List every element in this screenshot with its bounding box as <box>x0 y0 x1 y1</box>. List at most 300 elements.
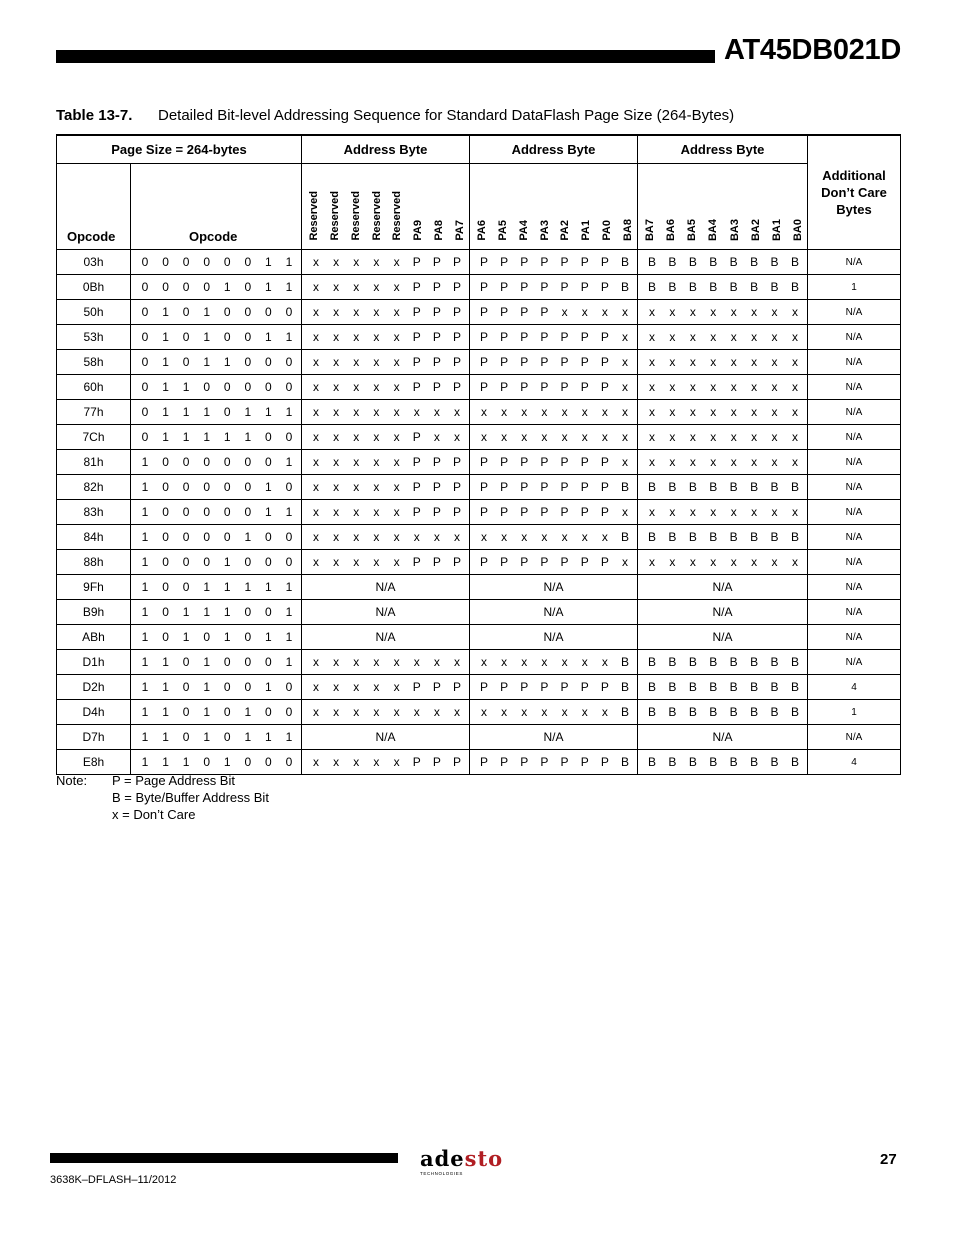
bit-value: 0 <box>182 455 190 469</box>
opcode-cell: 50h <box>57 300 131 325</box>
bit-value: x <box>481 705 487 719</box>
address-byte-1-cell <box>302 650 470 675</box>
bit-label: BA1 <box>770 218 783 241</box>
bit-value: x <box>689 355 696 369</box>
bit-value: 0 <box>162 280 169 294</box>
bit-value: x <box>433 430 440 444</box>
address-byte-1-cell <box>302 525 470 550</box>
bit-value: P <box>580 455 589 469</box>
bit-value: x <box>669 305 676 319</box>
bit-value: x <box>313 430 319 444</box>
bit-value: B <box>729 755 738 769</box>
bit-value: x <box>649 555 655 569</box>
bit-value: B <box>790 255 799 269</box>
bit-value: 1 <box>182 380 190 394</box>
address-byte-3-cell-na: N/A <box>638 625 808 650</box>
bit-value: x <box>313 530 319 544</box>
bit-value: x <box>373 530 380 544</box>
bit-value: x <box>333 680 340 694</box>
address-byte-2-cell-na: N/A <box>470 625 638 650</box>
bit-value: P <box>520 380 529 394</box>
opcode-bits-cell <box>131 575 302 600</box>
bit-value: x <box>601 430 608 444</box>
bit-value: x <box>621 305 628 319</box>
bit-value: P <box>560 755 569 769</box>
bit-value: P <box>479 555 488 569</box>
address-byte-1-cell <box>302 400 470 425</box>
address-byte-2-cell <box>470 750 638 775</box>
bit-value: 0 <box>141 330 149 344</box>
table-caption <box>56 107 734 124</box>
additional-bytes-cell: 4 <box>808 675 901 700</box>
bit-value: x <box>353 505 360 519</box>
bit-value: x <box>751 305 758 319</box>
bit-value: 1 <box>203 580 211 594</box>
address-byte-2-cell <box>470 500 638 525</box>
opcode-bits-cell <box>131 450 302 475</box>
bit-value: x <box>730 430 737 444</box>
bit-value: x <box>561 655 568 669</box>
bit-value: 0 <box>265 430 272 444</box>
bit-value: 1 <box>265 680 272 694</box>
bit-value: P <box>520 480 529 494</box>
bit-value: P <box>540 255 549 269</box>
bit-value: x <box>413 530 420 544</box>
bit-value: x <box>373 355 380 369</box>
opcode-cell: 9Fh <box>57 575 131 600</box>
bit-value: 0 <box>265 380 272 394</box>
bit-value: x <box>353 705 360 719</box>
bit-value: P <box>452 505 461 519</box>
bit-label: BA0 <box>791 218 804 241</box>
bit-value: 0 <box>223 380 231 394</box>
bit-value: P <box>560 505 569 519</box>
bit-value: x <box>393 380 400 394</box>
additional-bytes-cell: N/A <box>808 400 901 425</box>
bit-value: B <box>647 755 656 769</box>
bit-value: x <box>751 430 758 444</box>
bit-label: BA4 <box>707 218 720 241</box>
page-size-header: Page Size = 264-bytes <box>57 135 302 164</box>
bit-value: x <box>393 705 400 719</box>
bit-value: 0 <box>285 480 293 494</box>
bit-value: P <box>412 255 421 269</box>
address-byte-1-cell-na: N/A <box>302 600 470 625</box>
bit-value: 0 <box>244 455 252 469</box>
bit-value: P <box>432 680 441 694</box>
bit-value: 1 <box>265 630 272 644</box>
bit-value: x <box>521 430 528 444</box>
bit-value: 0 <box>285 705 293 719</box>
address-byte-2-cell <box>470 350 638 375</box>
table-row <box>57 575 901 600</box>
bit-value: P <box>412 480 421 494</box>
bit-value: x <box>453 655 460 669</box>
bit-label: PA7 <box>453 220 466 241</box>
address-byte-2-cell <box>470 375 638 400</box>
bit-value: P <box>520 505 529 519</box>
bit-value: B <box>620 480 629 494</box>
bit-value: 0 <box>141 255 149 269</box>
bit-value: P <box>479 305 488 319</box>
bit-value: 1 <box>141 630 149 644</box>
opcode-cell: 81h <box>57 450 131 475</box>
bit-value: P <box>500 480 509 494</box>
bit-value: B <box>668 530 677 544</box>
additional-bytes-cell: N/A <box>808 475 901 500</box>
bit-value: x <box>621 405 628 419</box>
bit-value: P <box>479 330 488 344</box>
bit-value: B <box>620 655 629 669</box>
bit-value: x <box>669 430 676 444</box>
bit-value: x <box>581 655 588 669</box>
bit-label: Reserved <box>370 191 383 241</box>
bit-value: x <box>313 255 319 269</box>
bit-value: P <box>500 555 509 569</box>
bit-value: B <box>709 280 718 294</box>
bit-value: P <box>540 680 549 694</box>
bit-value: 1 <box>203 705 211 719</box>
bit-value: x <box>373 405 380 419</box>
address-byte-3-cell <box>638 650 808 675</box>
bit-value: 0 <box>203 255 211 269</box>
bit-value: B <box>668 755 677 769</box>
bit-value: x <box>649 380 655 394</box>
bit-value: 0 <box>244 255 252 269</box>
opcode-cell: B9h <box>57 600 131 625</box>
bit-value: 0 <box>162 630 169 644</box>
bit-value: P <box>600 255 609 269</box>
bit-value: B <box>647 530 656 544</box>
address-byte-3-cell <box>638 700 808 725</box>
bit-value: x <box>771 405 778 419</box>
bit-value: B <box>709 705 718 719</box>
bit-value: 1 <box>162 655 169 669</box>
bit-value: x <box>313 505 319 519</box>
opcode-cell: D7h <box>57 725 131 750</box>
bit-value: 1 <box>203 655 211 669</box>
address-byte-3-cell-na: N/A <box>638 575 808 600</box>
bit-value: 0 <box>285 530 293 544</box>
bit-value: x <box>669 455 676 469</box>
bit-value: P <box>432 480 441 494</box>
table-number: Table 13-7. <box>56 107 133 124</box>
opcode-bits-cell <box>131 400 302 425</box>
opcode-bits-cell <box>131 425 302 450</box>
bit-value: P <box>479 680 488 694</box>
bit-value: B <box>750 255 759 269</box>
bit-value: B <box>729 705 738 719</box>
bit-value: B <box>750 705 759 719</box>
bit-value: B <box>688 680 697 694</box>
bit-value: x <box>313 355 319 369</box>
bit-value: 0 <box>223 480 231 494</box>
bit-value: x <box>393 680 400 694</box>
bit-value: 0 <box>244 330 252 344</box>
opcode-bits-cell <box>131 250 302 275</box>
additional-bytes-cell: N/A <box>808 500 901 525</box>
bit-value: x <box>621 505 628 519</box>
bit-value: x <box>333 705 340 719</box>
bit-value: P <box>432 505 441 519</box>
bit-value: P <box>560 355 569 369</box>
bit-value: 0 <box>203 630 211 644</box>
additional-dont-care-header: Additional Don’t Care Bytes <box>808 135 901 250</box>
additional-bytes-cell: N/A <box>808 250 901 275</box>
table-row <box>57 500 901 525</box>
bit-value: 1 <box>182 605 190 619</box>
bit-value: x <box>313 280 319 294</box>
bit-value: 1 <box>265 280 272 294</box>
address-byte-3-cell <box>638 375 808 400</box>
bit-value: 1 <box>141 555 149 569</box>
bit-value: x <box>601 705 608 719</box>
bit-value: 0 <box>285 555 293 569</box>
bit-value: 1 <box>182 405 190 419</box>
bit-value: x <box>730 305 737 319</box>
bit-value: 1 <box>162 380 169 394</box>
bit-value: P <box>452 555 461 569</box>
bit-value: 0 <box>285 680 293 694</box>
address-byte-2-cell <box>470 275 638 300</box>
bit-value: P <box>412 505 421 519</box>
bit-value: P <box>540 330 549 344</box>
opcode-cell: 58h <box>57 350 131 375</box>
bit-value: 0 <box>223 530 231 544</box>
bit-value: 0 <box>265 655 272 669</box>
bit-value: x <box>333 380 340 394</box>
bit-value: x <box>413 405 420 419</box>
bit-value: 1 <box>162 430 169 444</box>
address-byte-1-cell <box>302 675 470 700</box>
bit-value: x <box>689 330 696 344</box>
bit-label: PA9 <box>412 220 425 241</box>
bit-value: 1 <box>203 405 211 419</box>
bit-value: x <box>481 430 487 444</box>
bit-value: 1 <box>285 505 293 519</box>
address-byte-3-cell <box>638 400 808 425</box>
bit-value: 1 <box>203 430 211 444</box>
opcode-bits-cell <box>131 750 302 775</box>
bit-value: P <box>500 330 509 344</box>
bit-value: x <box>791 355 798 369</box>
bit-value: x <box>669 380 676 394</box>
bit-value: 0 <box>162 480 169 494</box>
table-row <box>57 375 901 400</box>
bit-value: P <box>600 555 609 569</box>
bit-value: x <box>333 755 340 769</box>
bit-value: x <box>689 430 696 444</box>
bit-value: x <box>433 655 440 669</box>
table-row <box>57 275 901 300</box>
bit-value: 1 <box>141 705 149 719</box>
address-byte-2-cell <box>470 400 638 425</box>
bit-value: x <box>393 330 400 344</box>
opcode-bits-cell <box>131 675 302 700</box>
table-row <box>57 350 901 375</box>
bit-value: x <box>669 555 676 569</box>
opcode-cell: D1h <box>57 650 131 675</box>
bit-value: P <box>600 380 609 394</box>
bit-value: 1 <box>285 730 293 744</box>
bit-value: P <box>580 505 589 519</box>
bit-value: x <box>353 455 360 469</box>
bit-value: x <box>373 480 380 494</box>
footer-rule <box>50 1153 398 1163</box>
bit-value: P <box>540 280 549 294</box>
bit-value: P <box>412 280 421 294</box>
bit-value: x <box>561 430 568 444</box>
bit-value: x <box>373 455 380 469</box>
bit-value: B <box>688 755 697 769</box>
table-row <box>57 675 901 700</box>
bit-value: 1 <box>141 480 149 494</box>
bit-value: x <box>710 305 717 319</box>
bit-value: 1 <box>182 755 190 769</box>
bit-value: P <box>520 680 529 694</box>
bit-value: 0 <box>285 380 293 394</box>
bit-value: P <box>540 555 549 569</box>
bit-value: x <box>771 555 778 569</box>
bit-value: B <box>709 680 718 694</box>
bit-value: x <box>353 330 360 344</box>
table-row <box>57 475 901 500</box>
bit-value: P <box>600 280 609 294</box>
bit-value: x <box>453 705 460 719</box>
bit-value: 0 <box>182 330 190 344</box>
additional-bytes-cell: N/A <box>808 300 901 325</box>
address-byte-2-cell-na: N/A <box>470 575 638 600</box>
bit-value: x <box>393 280 400 294</box>
bit-value: B <box>790 755 799 769</box>
opcode-cell: 82h <box>57 475 131 500</box>
bit-value: 1 <box>244 730 252 744</box>
bit-value: P <box>479 480 488 494</box>
bit-label: BA2 <box>749 218 762 241</box>
bit-value: 0 <box>182 555 190 569</box>
bit-value: x <box>669 405 676 419</box>
bit-value: B <box>729 255 738 269</box>
bit-value: P <box>432 255 441 269</box>
bit-value: P <box>600 680 609 694</box>
bit-value: 1 <box>162 405 169 419</box>
bit-value: x <box>689 405 696 419</box>
bit-value: B <box>620 705 629 719</box>
bit-value: 0 <box>223 505 231 519</box>
address-byte-3-cell <box>638 500 808 525</box>
bit-value: x <box>373 505 380 519</box>
address-byte-3-cell <box>638 275 808 300</box>
bit-value: x <box>333 430 340 444</box>
bit-value: 0 <box>244 505 252 519</box>
bit-value: x <box>621 455 628 469</box>
bit-value: 0 <box>162 505 169 519</box>
opcode-cell: E8h <box>57 750 131 775</box>
address-byte-3-cell <box>638 475 808 500</box>
bit-value: B <box>688 655 697 669</box>
address-byte-3-cell <box>638 300 808 325</box>
bit-value: 0 <box>162 605 169 619</box>
bit-value: x <box>771 305 778 319</box>
table-row <box>57 600 901 625</box>
address-byte-3-cell-na: N/A <box>638 725 808 750</box>
bit-value: x <box>791 405 798 419</box>
bit-label: PA0 <box>601 220 614 241</box>
bit-value: B <box>688 280 697 294</box>
bit-value: 0 <box>182 655 190 669</box>
bit-value: x <box>771 380 778 394</box>
opcode-bits-cell <box>131 700 302 725</box>
address-byte-1-cell <box>302 475 470 500</box>
address-byte-2-cell <box>470 550 638 575</box>
address-byte-1-header: Address Byte <box>302 135 470 164</box>
bit-value: P <box>560 455 569 469</box>
bit-value: B <box>770 280 779 294</box>
adesto-logo: adesto TECHNOLOGIES <box>420 1146 504 1176</box>
bit-value: 1 <box>265 580 272 594</box>
bit-value: B <box>647 680 656 694</box>
bit-value: 0 <box>182 255 190 269</box>
address-byte-1-cell <box>302 250 470 275</box>
bit-value: B <box>750 280 759 294</box>
bit-value: 0 <box>162 580 169 594</box>
opcode-bits-cell <box>131 475 302 500</box>
bit-value: 1 <box>141 730 149 744</box>
bit-value: x <box>730 455 737 469</box>
bit-value: x <box>373 280 380 294</box>
bit-value: P <box>432 280 441 294</box>
bit-value: P <box>500 380 509 394</box>
table-row <box>57 525 901 550</box>
additional-bytes-cell: N/A <box>808 350 901 375</box>
bit-value: P <box>580 555 589 569</box>
bit-value: B <box>620 755 629 769</box>
bit-value: P <box>500 755 509 769</box>
additional-bytes-cell: 1 <box>808 275 901 300</box>
opcode-cell: D2h <box>57 675 131 700</box>
bit-label: BA6 <box>665 218 678 241</box>
bit-value: 1 <box>141 580 149 594</box>
address-byte-1-cell <box>302 350 470 375</box>
bit-label: PA4 <box>517 220 530 241</box>
bit-value: P <box>520 330 529 344</box>
table-row <box>57 650 901 675</box>
bit-value: 0 <box>244 380 252 394</box>
bit-value: P <box>540 380 549 394</box>
bit-value: x <box>521 705 528 719</box>
bit-value: P <box>560 255 569 269</box>
bit-value: P <box>479 455 488 469</box>
bit-value: x <box>313 330 319 344</box>
table-row <box>57 250 901 275</box>
bit-value: x <box>333 255 340 269</box>
bit-value: 0 <box>141 430 149 444</box>
additional-bytes-cell: N/A <box>808 650 901 675</box>
bit-value: x <box>393 305 400 319</box>
bit-value: B <box>770 530 779 544</box>
bit-value: P <box>452 355 461 369</box>
bit-value: x <box>393 655 400 669</box>
address-byte-3-cell <box>638 525 808 550</box>
address-byte-2-cell <box>470 525 638 550</box>
bit-value: x <box>621 555 628 569</box>
bit-label: BA5 <box>686 218 699 241</box>
bit-value: P <box>432 330 441 344</box>
bit-value: 0 <box>141 380 149 394</box>
bit-value: x <box>501 530 508 544</box>
note-label: Note: <box>56 773 88 788</box>
opcode-bits-cell <box>131 275 302 300</box>
